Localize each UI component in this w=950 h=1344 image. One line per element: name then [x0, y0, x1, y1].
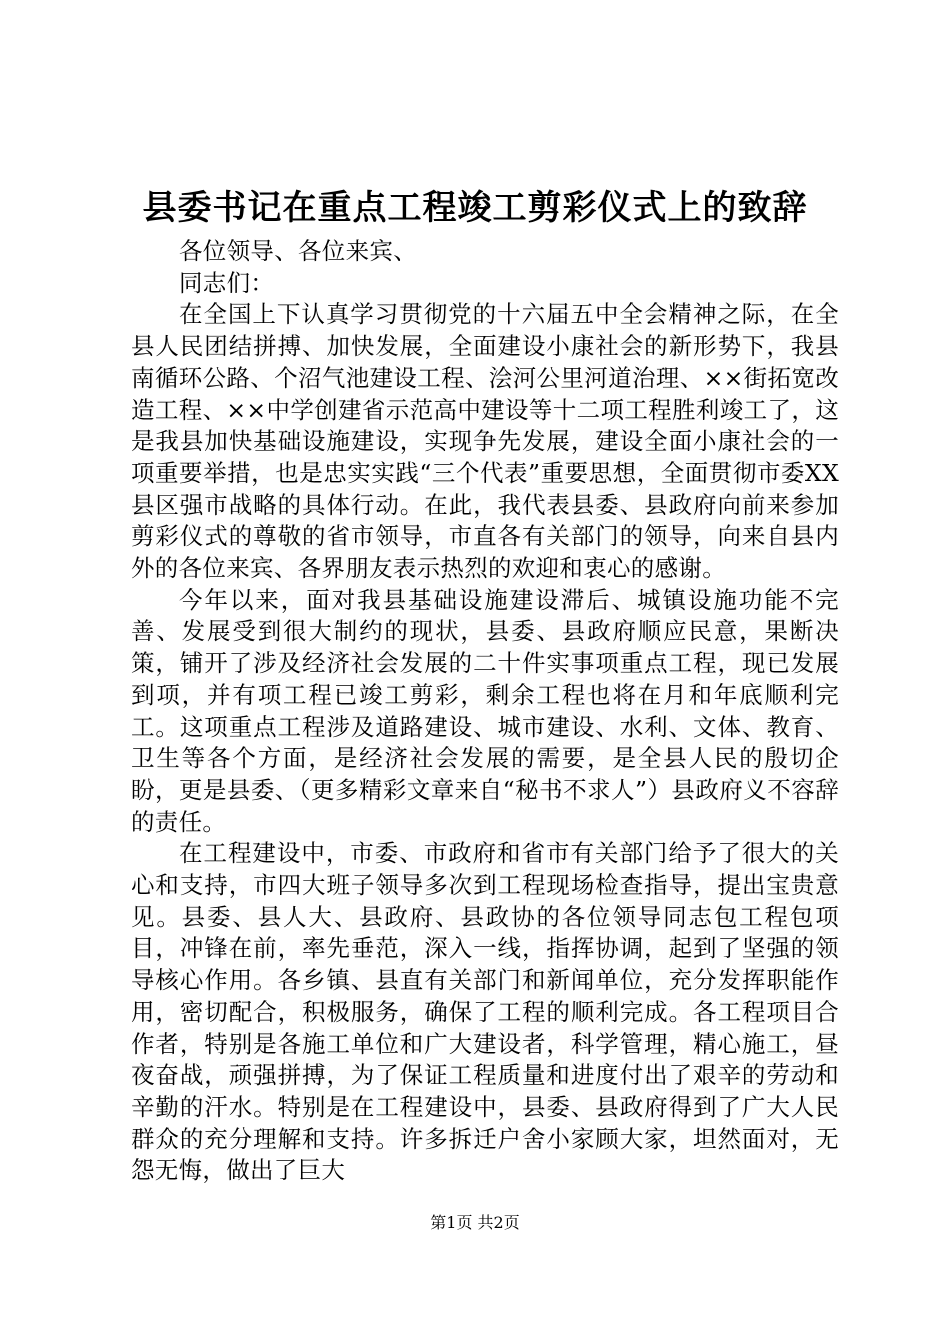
- document-title: 县委书记在重点工程竣工剪彩仪式上的致辞: [142, 188, 808, 228]
- salutation-line-2: 同志们：: [179, 268, 275, 297]
- paragraph-2: 今年以来，面对我县基础设施建设滞后、城镇设施功能不完善、发展受到很大制约的现状，县委、县政府顺应民意，果断决策，铺开了涉及经济社会发展的二十件实事项重点工程，现已发展到项，并有项工程已竣工剪彩，剩余工程也将在月和年底顺利完工。这项重点工程涉及道路建设、城市建设、水利、文体、教育、卫生等各个方面，是经济社会发展的需要，是全县人民的殷切企盼，更是县委、（更多精彩文章来自“秘书不求人”）县政府义不容辞的责任。: [131, 585, 839, 836]
- paragraph-3: 在工程建设中，市委、市政府和省市有关部门给予了很大的关心和支持，市四大班子领导多次到工程现场检查指导，提出宝贵意见。县委、县人大、县政府、县政协的各位领导同志包工程包项目，冲锋在前，率先垂范，深入一线，指挥协调，起到了坚强的领导核心作用。各乡镇、县直有关部门和新闻单位，充分发挥职能作用，密切配合，积极服务，确保了工程的顺利完成。各工程项目合作者，特别是各施工单位和广大建设者，科学管理，精心施工，昼夜奋战，顽强拼搏，为了保证工程质量和进度付出了艰辛的劳动和辛勤的汗水。特别是在工程建设中，县委、县政府得到了广大人民群众的充分理解和支持。许多拆迁户舍小家顾大家，坦然面对，无怨无悔，做出了巨大: [131, 839, 839, 1185]
- paragraph-1: 在全国上下认真学习贯彻党的十六届五中全会精神之际，在全县人民团结拼搏、加快发展，全面建设小康社会的新形势下，我县南循环公路、个沼气池建设工程、浍河公里河道治理、××街拓宽改造工程、××中学创建省示范高中建设等十二项工程胜利竣工了，这是我县加快基础设施建设，实现争先发展，建设全面小康社会的一项重要举措，也是忠实实践“三个代表”重要思想，全面贯彻市委XX县区强市战略的具体行动。在此，我代表县委、县政府向前来参加剪彩仪式的尊敬的省市领导，市直各有关部门的领导，向来自县内外的各位来宾、各界朋友表示热烈的欢迎和衷心的感谢。: [131, 300, 839, 583]
- page-number-footer: 第1页 共2页: [430, 1213, 520, 1232]
- salutation-line-1: 各位领导、各位来宾、: [179, 237, 417, 265]
- document-body: [131, 236, 839, 1187]
